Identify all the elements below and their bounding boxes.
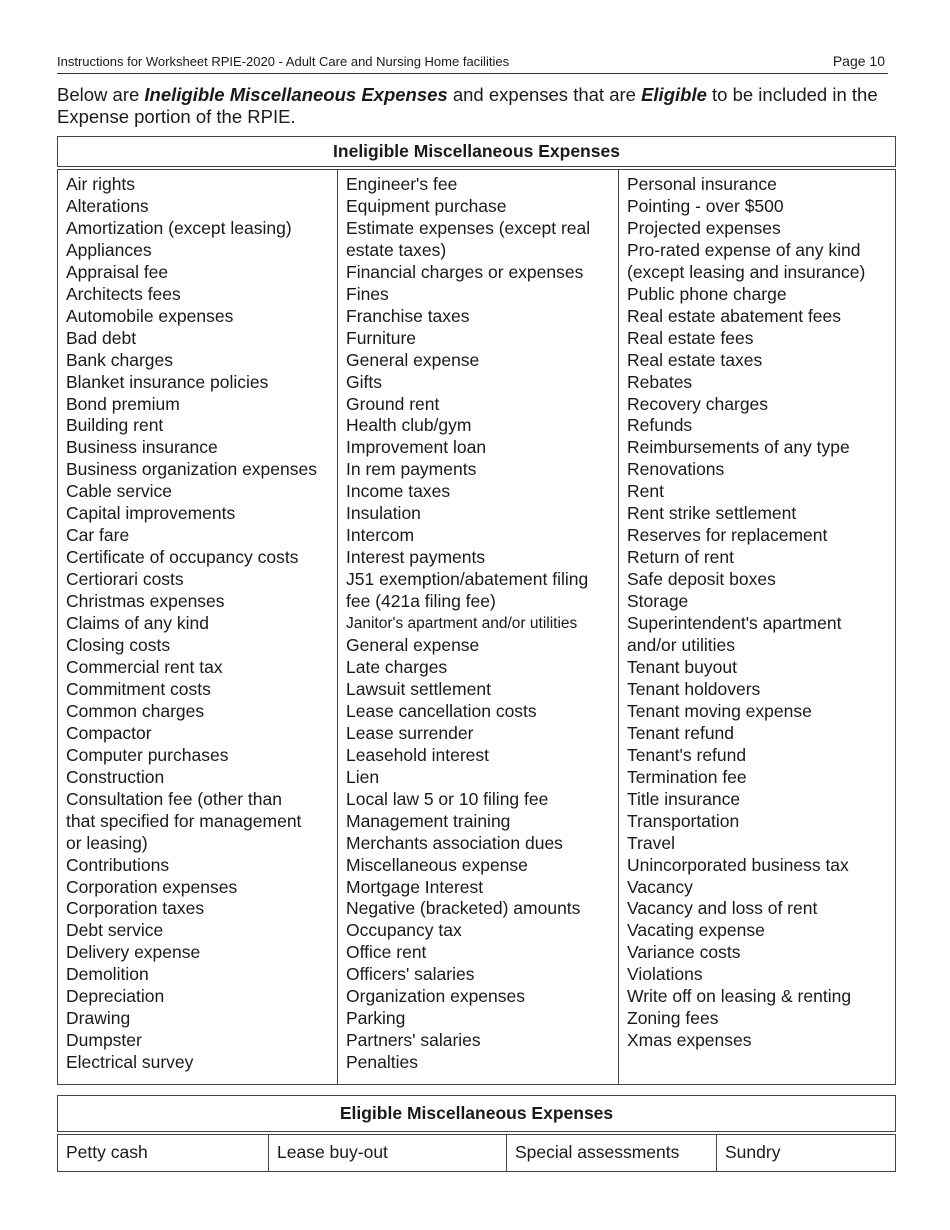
expense-item: Ground rent	[346, 393, 440, 414]
ineligible-column-2	[337, 170, 618, 1084]
expense-item: Personal insurance	[627, 174, 777, 194]
expense-item: Air rights	[66, 174, 136, 194]
expense-item: Certificate of occupancy costs	[66, 547, 299, 568]
expense-item: Storage	[627, 591, 689, 612]
expense-item: Transportation	[627, 810, 740, 831]
expense-item: Public phone charge	[627, 283, 787, 304]
expense-item: Cable service	[66, 481, 173, 502]
document-title: Instructions for Worksheet RPIE-2020 - Adult Care and Nursing Home facilities	[57, 54, 510, 69]
expense-item: or leasing)	[66, 832, 148, 853]
expense-item: Furniture	[346, 327, 417, 348]
expense-item: Improvement loan	[346, 437, 487, 458]
expense-item: Amortization (except leasing)	[66, 217, 292, 238]
expense-item: Safe deposit boxes	[627, 569, 776, 590]
expense-item: Janitor's apartment and/or utilities	[346, 615, 578, 633]
expense-item: Insulation	[346, 503, 421, 524]
expense-item: Engineer's fee	[346, 174, 458, 194]
expense-item: Occupancy tax	[346, 920, 462, 941]
expense-item: Office rent	[346, 942, 427, 963]
expense-item: Gifts	[346, 371, 382, 392]
expense-item: Travel	[627, 832, 675, 853]
expense-item: Pointing - over $500	[627, 195, 784, 216]
expense-item: Late charges	[346, 656, 448, 677]
expense-item: Electrical survey	[66, 1052, 194, 1073]
expense-item: Tenant buyout	[627, 656, 737, 677]
expense-item: Tenant moving expense	[627, 700, 812, 721]
expense-item: Vacancy and loss of rent	[627, 898, 818, 919]
expense-item: Corporation expenses	[66, 876, 238, 897]
expense-item: Tenant refund	[627, 722, 735, 743]
expense-item: Consultation fee (other than	[66, 788, 282, 809]
expense-item: Local law 5 or 10 filing fee	[346, 788, 549, 809]
expense-item: Architects fees	[66, 283, 181, 304]
expense-item: Computer purchases	[66, 744, 229, 765]
expense-item: Parking	[346, 1008, 406, 1029]
eligible-table-title: Eligible Miscellaneous Expenses	[57, 1095, 896, 1132]
expense-item: Pro-rated expense of any kind	[627, 239, 861, 260]
expense-item: Car fare	[66, 525, 130, 546]
intro-text: to be included in the Expense portion of the RPIE.	[57, 84, 878, 127]
expense-item: Miscellaneous expense	[346, 854, 528, 875]
expense-item: Contributions	[66, 854, 170, 875]
page-number: Page 10	[832, 53, 885, 69]
expense-item: Delivery expense	[66, 942, 201, 963]
ineligible-table	[57, 169, 896, 1085]
expense-item: Merchants association dues	[346, 832, 563, 853]
expense-item: Reserves for replacement	[627, 525, 828, 546]
expense-item: Fines	[346, 283, 389, 304]
expense-item: Vacating expense	[627, 920, 765, 941]
expense-item: Bad debt	[66, 327, 137, 348]
expense-item: Drawing	[66, 1008, 131, 1029]
expense-item: Debt service	[66, 920, 164, 941]
expense-item: Equipment purchase	[346, 195, 507, 216]
expense-item: Recovery charges	[627, 393, 769, 414]
expense-item: Violations	[627, 964, 703, 985]
expense-item: Reimbursements of any type	[627, 437, 850, 458]
expense-item: Dumpster	[66, 1030, 142, 1051]
intro-text: and expenses that are	[447, 84, 642, 105]
expense-item: Alterations	[66, 195, 149, 216]
expense-item: Termination fee	[627, 766, 747, 787]
expense-item: Leasehold interest	[346, 744, 490, 765]
expense-item: Business organization expenses	[66, 459, 317, 480]
expense-item: Lease surrender	[346, 722, 474, 743]
expense-item: Refunds	[627, 415, 693, 436]
eligible-item: Sundry	[716, 1135, 895, 1171]
expense-item: Renovations	[627, 459, 725, 480]
expense-item: Franchise taxes	[346, 305, 470, 326]
expense-item: J51 exemption/abatement filing	[346, 569, 589, 590]
expense-item: Intercom	[346, 525, 415, 546]
expense-item: Appraisal fee	[66, 261, 169, 282]
expense-item: Lien	[346, 766, 380, 787]
expense-item: Partners' salaries	[346, 1030, 481, 1051]
ineligible-column-1	[58, 170, 337, 1084]
expense-item: that specified for management	[66, 810, 302, 831]
expense-item: Rent	[627, 481, 664, 502]
expense-item: Unincorporated business tax	[627, 854, 849, 875]
expense-item: Tenant's refund	[627, 744, 747, 765]
expense-item: Rebates	[627, 371, 693, 392]
expense-item: Demolition	[66, 964, 149, 985]
expense-item: Zoning fees	[627, 1008, 719, 1029]
expense-item: Compactor	[66, 722, 152, 743]
expense-item: (except leasing and insurance)	[627, 261, 866, 282]
expense-item: Return of rent	[627, 547, 734, 568]
expense-item: Organization expenses	[346, 986, 525, 1007]
expense-item: Variance costs	[627, 942, 741, 963]
expense-item: Construction	[66, 766, 165, 787]
ineligible-column-3	[618, 170, 895, 1084]
expense-item: Title insurance	[627, 788, 741, 809]
expense-item: Estimate expenses (except real	[346, 217, 591, 238]
intro-paragraph	[57, 84, 897, 128]
expense-item: Rent strike settlement	[627, 503, 797, 524]
expense-item: Bond premium	[66, 393, 180, 414]
expense-item: Xmas expenses	[627, 1030, 752, 1051]
page-header	[57, 53, 888, 74]
expense-item: Real estate abatement fees	[627, 305, 842, 326]
expense-item: and/or utilities	[627, 635, 735, 656]
expense-item: Corporation taxes	[66, 898, 205, 919]
intro-eligible-term: Eligible	[641, 84, 707, 105]
expense-item: estate taxes)	[346, 239, 447, 260]
expense-item: Real estate taxes	[627, 349, 763, 370]
expense-item: Commitment costs	[66, 678, 211, 699]
ineligible-table-title: Ineligible Miscellaneous Expenses	[57, 136, 896, 167]
expense-item: Certiorari costs	[66, 569, 184, 590]
expense-item: Commercial rent tax	[66, 656, 223, 677]
expense-item: Christmas expenses	[66, 591, 225, 612]
expense-item: General expense	[346, 635, 480, 656]
eligible-item: Special assessments	[506, 1135, 716, 1171]
expense-item: General expense	[346, 349, 480, 370]
expense-item: In rem payments	[346, 459, 477, 480]
expense-item: Appliances	[66, 239, 152, 260]
expense-item: Health club/gym	[346, 415, 472, 436]
expense-item: Write off on leasing & renting	[627, 986, 852, 1007]
expense-item: Negative (bracketed) amounts	[346, 898, 581, 919]
intro-text: Below are	[57, 84, 145, 105]
expense-item: Mortgage Interest	[346, 876, 484, 897]
eligible-item: Lease buy-out	[268, 1135, 506, 1171]
expense-item: Interest payments	[346, 547, 486, 568]
expense-item: fee (421a filing fee)	[346, 591, 496, 612]
expense-item: Tenant holdovers	[627, 678, 761, 699]
expense-item: Projected expenses	[627, 217, 781, 238]
expense-item: Lawsuit settlement	[346, 678, 491, 699]
expense-item: Automobile expenses	[66, 305, 234, 326]
expense-item: Lease cancellation costs	[346, 700, 537, 721]
intro-ineligible-term: Ineligible Miscellaneous Expenses	[144, 84, 448, 105]
expense-item: Common charges	[66, 700, 205, 721]
eligible-table	[57, 1134, 896, 1172]
expense-item: Claims of any kind	[66, 613, 209, 634]
expense-item: Superintendent's apartment	[627, 613, 842, 634]
expense-item: Vacancy	[627, 876, 693, 897]
expense-item: Financial charges or expenses	[346, 261, 584, 282]
expense-item: Blanket insurance policies	[66, 371, 269, 392]
expense-item: Officers' salaries	[346, 964, 475, 985]
expense-item: Bank charges	[66, 349, 174, 370]
expense-item: Income taxes	[346, 481, 451, 502]
expense-item: Real estate fees	[627, 327, 754, 348]
eligible-item: Petty cash	[66, 1142, 148, 1162]
expense-item: Penalties	[346, 1052, 418, 1073]
expense-item: Closing costs	[66, 635, 171, 656]
expense-item: Capital improvements	[66, 503, 236, 524]
expense-item: Management training	[346, 810, 511, 831]
expense-item: Depreciation	[66, 986, 165, 1007]
expense-item: Business insurance	[66, 437, 218, 458]
expense-item: Building rent	[66, 415, 164, 436]
